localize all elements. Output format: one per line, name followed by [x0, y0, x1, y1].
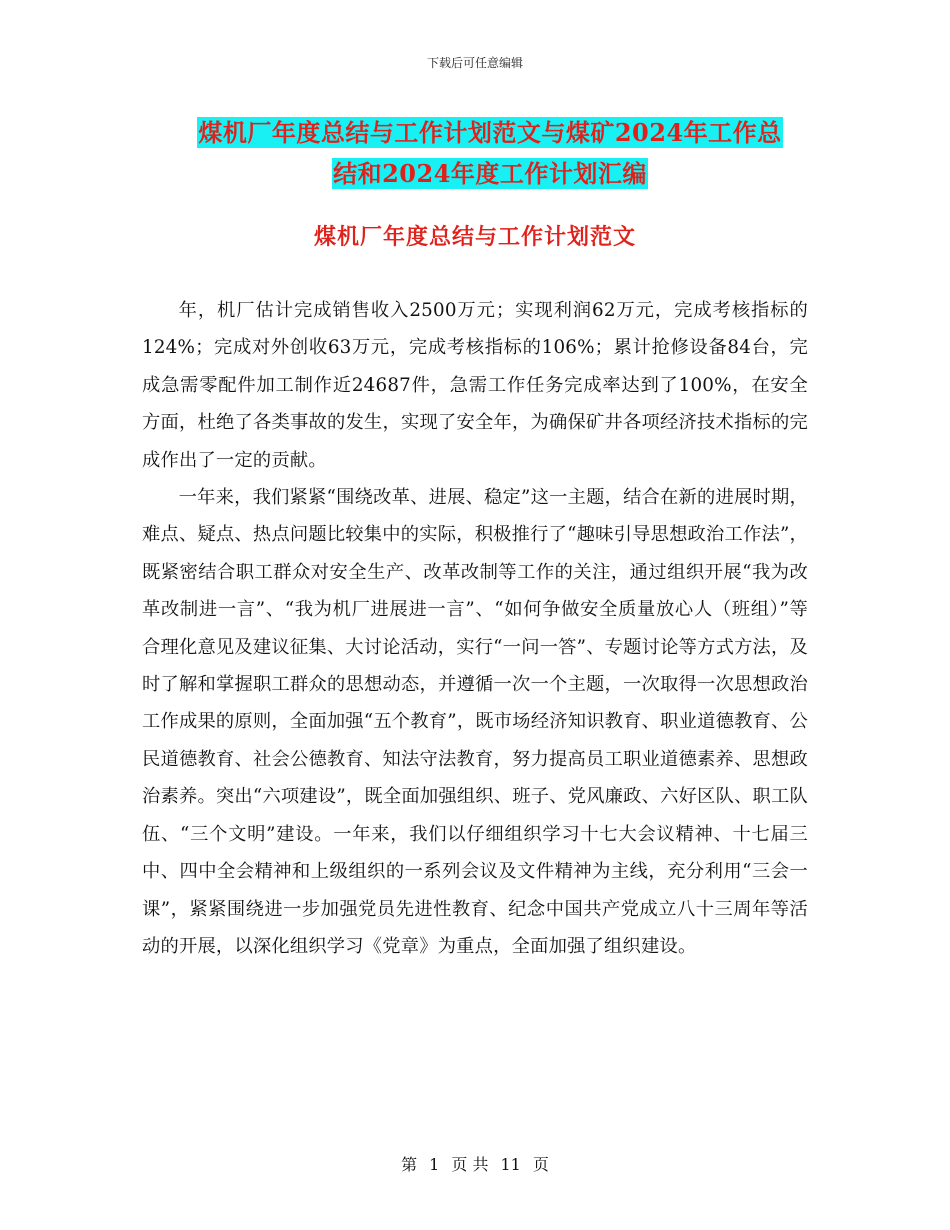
header-note: 下载后可任意编辑 — [426, 56, 523, 70]
footer-suffix: 页 — [532, 1155, 549, 1174]
footer-middle: 页 共 — [451, 1155, 489, 1174]
footer-total-pages: 11 — [500, 1155, 521, 1174]
document-body — [142, 292, 808, 965]
document-main-title — [140, 112, 840, 194]
page-footer — [0, 1152, 950, 1175]
footer-prefix: 第 — [401, 1155, 418, 1174]
main-title-line-2: 结和2024年度工作计划汇编 — [333, 159, 647, 188]
paragraph-1: 年，机厂估计完成销售收入2500万元；实现利润62万元，完成考核指标的124%；完成对外创收63万元，完成考核指标的106%；累计抢修设备84台，完成急需零配件加工制作近24687件，急需工作任务完成率达到了100%，在安全方面，杜绝了各类事故的发生，实现了安全年，为确保矿井各项经济技术指标的完成作出了一定的贡献。 — [142, 300, 808, 471]
paragraph-2: 一年来，我们紧紧“围绕改革、进展、稳定”这一主题，结合在新的进展时期，难点、疑点、热点问题比较集中的实际，积极推行了“趣味引导思想政治工作法”，既紧密结合职工群众对安全生产、改革改制等工作的关注，通过组织开展“我为改革改制进一言”、“我为机厂进展进一言”、“如何争做安全质量放心人（班组）”等合理化意见及建议征集、大讨论活动，实行“一问一答”、专题讨论等方式方法，及时了解和掌握职工群众的思想动态，并遵循一次一个主题，一次取得一次思想政治工作成果的原则，全面加强“五个教育”，既市场经济知识教育、职业道德教育、公民道德教育、社会公德教育、知法守法教育，努力提高员工职业道德素养、思想政治素养。突出“六项建设”，既全面加强组织、班子、党风廉政、六好区队、职工队伍、“三个文明”建设。一年来，我们以仔细组织学习十七大会议精神、十七届三中、四中全会精神和上级组织的一系列会议及文件精神为主线，充分利用“三会一课”，紧紧围绕进一步加强党员先进性教育、纪念中国共产党成立八十三周年等活动的开展，以深化组织学习《党章》为重点，全面加强了组织建设。 — [142, 487, 808, 957]
main-title-line-1: 煤机厂年度总结与工作计划范文与煤矿2024年工作总 — [198, 118, 782, 147]
footer-page-number: 1 — [429, 1155, 440, 1174]
section-title: 煤机厂年度总结与工作计划范文 — [313, 224, 636, 250]
